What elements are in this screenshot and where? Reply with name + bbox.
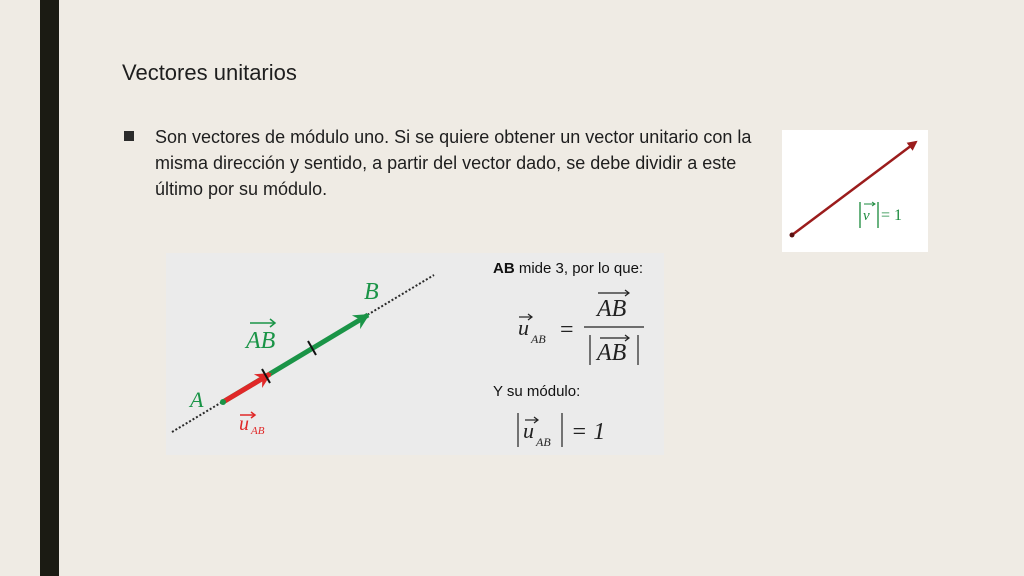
vector-ab-figure <box>166 253 664 455</box>
unit-vector-u-arrow <box>223 374 270 402</box>
vector-ab-diagram <box>166 253 664 455</box>
ab-measure-text-bold: AB <box>493 260 515 277</box>
module-u: u <box>523 418 534 443</box>
module-rhs: = 1 <box>571 419 606 445</box>
point-a-marker <box>220 399 226 405</box>
unit-vector-u-subscript: AB <box>251 425 265 437</box>
formula-denominator: AB <box>597 340 627 366</box>
formula-lhs-subscript: AB <box>531 332 546 346</box>
unit-vector-label: v <box>863 208 870 224</box>
formula-lhs: u <box>518 315 529 340</box>
module-u-subscript: AB <box>536 435 551 449</box>
bullet-text: Son vectores de módulo uno. Si se quiere obtener un vector unitario con la misma dirección y sentido, a partir del vector dado, se debe dividir a este último por su módulo. <box>155 127 752 199</box>
bullet-square-icon <box>124 131 134 141</box>
ab-measure-text-rest: mide 3, por lo que: <box>514 260 644 277</box>
left-accent-bar <box>40 0 59 576</box>
formula-numerator: AB <box>597 296 627 322</box>
ab-measure-text <box>493 260 643 277</box>
point-b-label: B <box>364 279 379 305</box>
slide-title: Vectores unitarios <box>122 60 297 85</box>
point-a-label: A <box>190 387 204 412</box>
formula-equals: = <box>560 317 574 343</box>
vector-ab-label: AB <box>246 328 276 354</box>
module-text: Y su módulo: <box>493 383 581 400</box>
unit-vector-equation-rhs: = 1 <box>881 207 903 224</box>
unit-vector-u-label: u <box>239 413 249 435</box>
unit-vector-diagram <box>782 130 928 252</box>
unit-vector-figure <box>782 130 928 252</box>
unit-vector-origin-point <box>790 233 795 238</box>
